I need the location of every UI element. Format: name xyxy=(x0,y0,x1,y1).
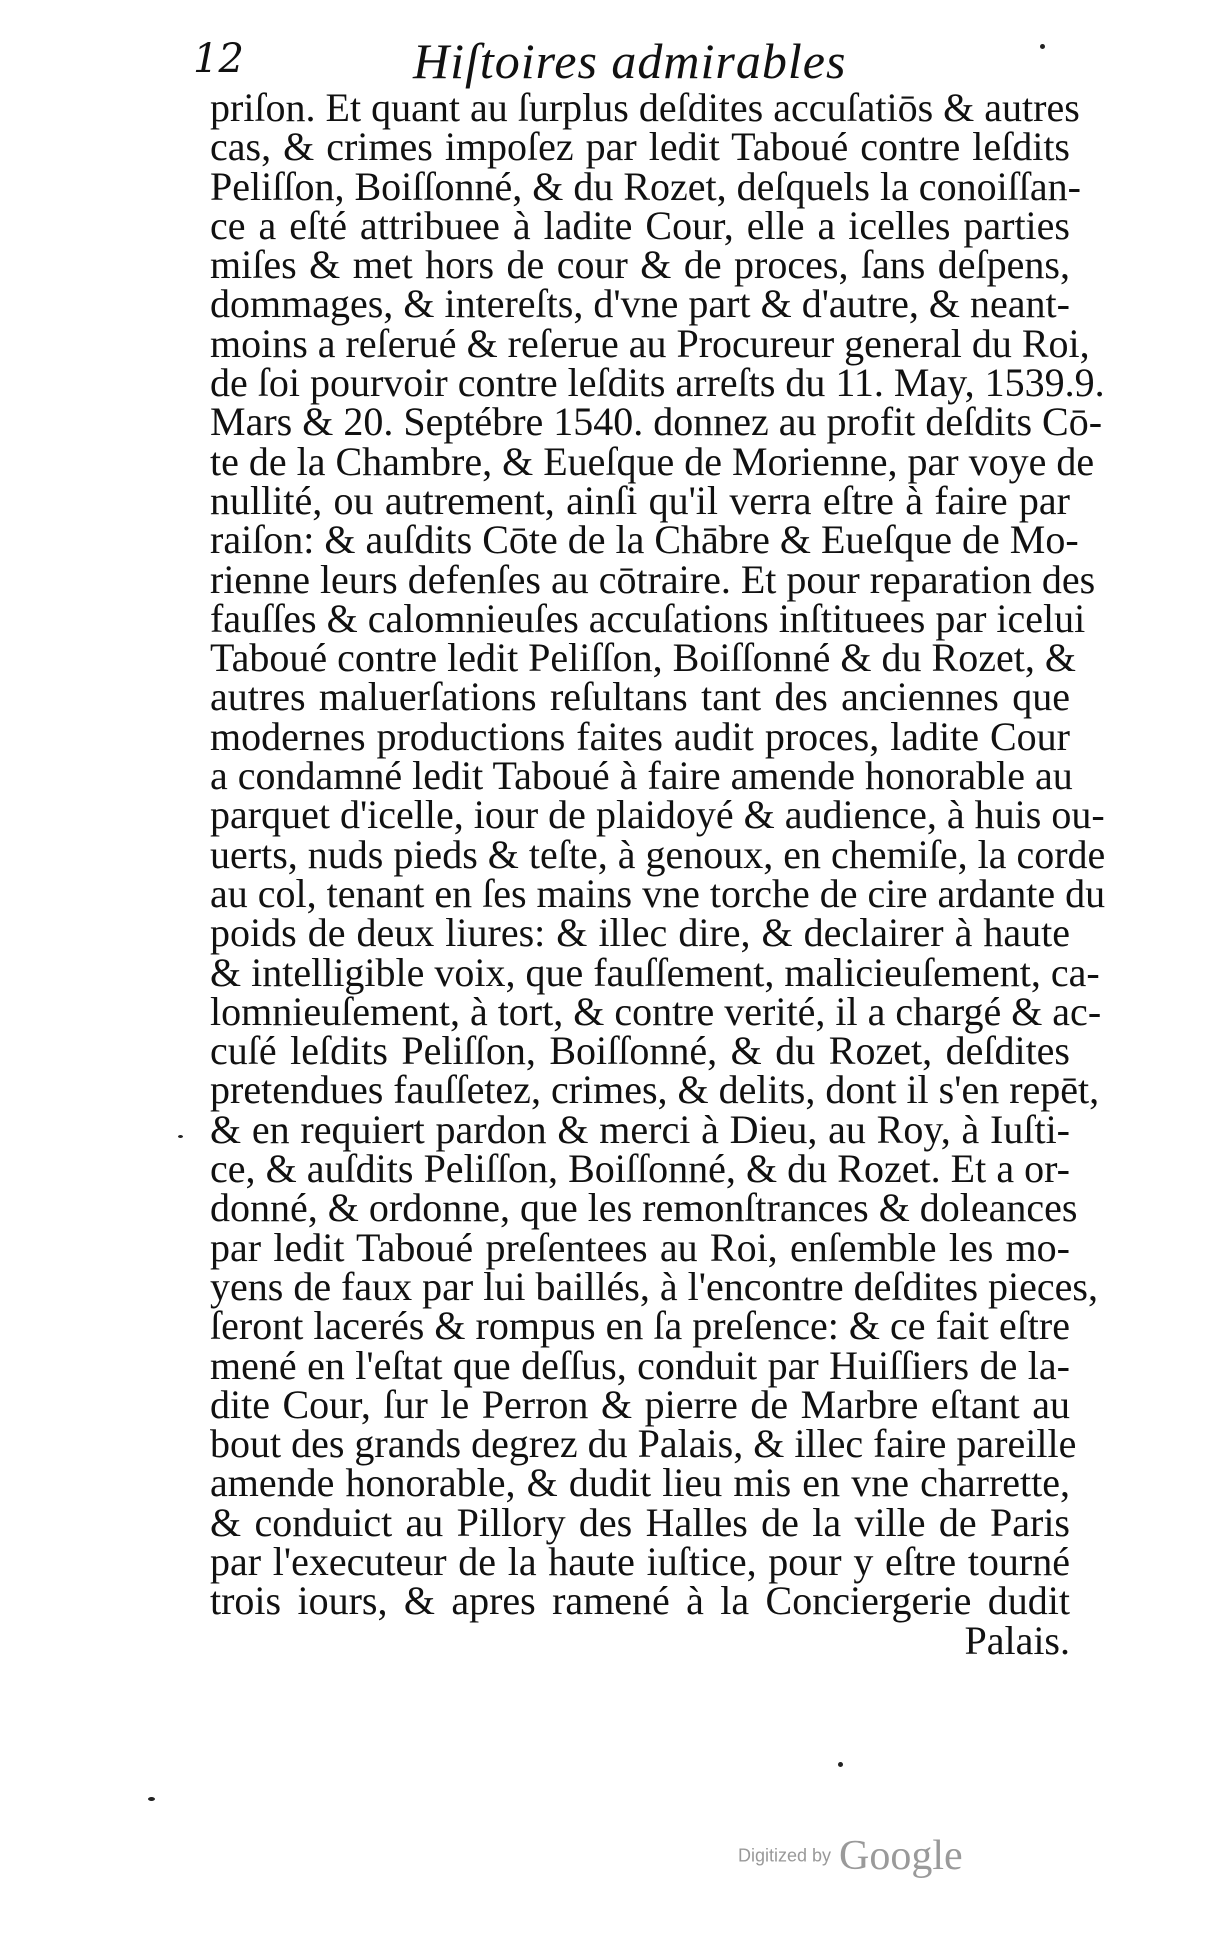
text-line: donné, & ordonne, que les remonſtrances & doleances xyxy=(210,1185,1078,1231)
text-line: nullité, ou autrement, ainſi qu'il verra eſtre à faire par xyxy=(210,477,1070,523)
text-line: au col, tenant en ſes mains vne torche de cire ardante du xyxy=(210,870,1106,916)
text-line: dommages, & intereſts, d'vne part & d'autre, & neant- xyxy=(210,281,1070,327)
text-line: lomnieuſement, à tort, & contre verité, il a chargé & ac- xyxy=(210,988,1102,1034)
text-line: priſon. Et quant au ſurplus deſdites accuſatiōs & autres xyxy=(210,85,1080,130)
text-line: Mars & 20. Septébre 1540. donnez au profit deſdits Cō- xyxy=(210,399,1103,445)
page-header xyxy=(193,30,1033,90)
running-title: Hiſtoires admirables xyxy=(413,33,847,89)
ink-speck xyxy=(148,1797,155,1801)
text-line: par ledit Taboué preſentees au Roi, enſemble les mo- xyxy=(210,1224,1070,1270)
text-line: rienne leurs defenſes au cōtraire. Et pour reparation des xyxy=(210,556,1096,602)
text-line: fauſſes & calomnieuſes accuſations inſtituees par icelui xyxy=(210,595,1086,641)
text-line: ce, & auſdits Peliſſon, Boiſſonné, & du Rozet. Et a or- xyxy=(210,1146,1070,1192)
text-line: & en requiert pardon & merci à Dieu, au Roy, à Iuſti- xyxy=(210,1106,1070,1152)
text-line: pretendues fauſſetez, crimes, & delits, dont il s'en repēt, xyxy=(210,1067,1100,1113)
text-line: ſeront lacerés & rompus en ſa preſence: & ce fait eſtre xyxy=(210,1303,1070,1349)
text-line: & conduict au Pillory des Halles de la ville de Paris xyxy=(210,1499,1070,1545)
text-line: bout des grands degrez du Palais, & illec faire pareille xyxy=(210,1421,1077,1467)
text-line: mené en l'eſtat que deſſus, conduit par Huiſſiers de la- xyxy=(210,1342,1070,1388)
google-logo: Google xyxy=(839,1833,963,1879)
text-line: Taboué contre ledit Peliſſon, Boiſſonné & du Rozet, & xyxy=(210,635,1076,681)
body-text xyxy=(210,85,1106,1663)
page-number: 12 xyxy=(193,36,244,82)
text-line: par l'executeur de la haute iuſtice, pour y eſtre tourné xyxy=(210,1538,1070,1584)
text-line: autres maluerſations reſultans tant des anciennes que xyxy=(210,674,1070,720)
text-line: moins a reſerué & reſerue au Procureur general du Roi, xyxy=(210,320,1090,366)
text-line: dite Cour, ſur le Perron & pierre de Marbre eſtant au xyxy=(210,1381,1070,1427)
ink-speck xyxy=(178,1135,183,1138)
text-line: yens de faux par lui baillés, à l'encontre deſdites pieces, xyxy=(210,1263,1098,1309)
text-line: Palais. xyxy=(964,1617,1070,1663)
text-line: miſes & met hors de cour & de proces, ſans deſpens, xyxy=(210,242,1070,288)
text-line: raiſon: & auſdits Cōte de la Chābre & Eueſque de Mo- xyxy=(210,517,1079,563)
text-line: modernes productions faites audit proces, ladite Cour xyxy=(210,713,1070,759)
text-line: a condamné ledit Taboué à faire amende honorable au xyxy=(210,753,1073,799)
text-line: cas, & crimes impoſez par ledit Taboué contre leſdits xyxy=(210,124,1070,170)
digitized-by-text: Digitized by xyxy=(738,1845,832,1866)
text-line: Peliſſon, Boiſſonné, & du Rozet, deſquels la conoiſſan- xyxy=(210,163,1081,209)
text-line: parquet d'icelle, iour de plaidoyé & audience, à huis ou- xyxy=(210,792,1105,838)
text-line: poids de deux liures: & illec dire, & declairer à haute xyxy=(210,910,1070,956)
text-line: uerts, nuds pieds & teſte, à genoux, en chemiſe, la corde xyxy=(210,831,1106,877)
text-line: & intelligible voix, que fauſſement, malicieuſement, ca- xyxy=(210,949,1100,995)
digitization-watermark xyxy=(738,1832,963,1880)
text-line: de ſoi pourvoir contre leſdits arreſts du 11. May, 1539.9. xyxy=(210,360,1105,406)
text-line: te de la Chambre, & Eueſque de Morienne, par voye de xyxy=(210,438,1095,484)
ink-speck xyxy=(838,1762,843,1767)
text-line: ce a eſté attribuee à ladite Cour, elle a icelles parties xyxy=(210,202,1070,248)
text-line: amende honorable, & dudit lieu mis en vne charrette, xyxy=(210,1460,1070,1506)
ink-speck xyxy=(1040,44,1045,49)
text-line: cuſé leſdits Peliſſon, Boiſſonné, & du Rozet, deſdites xyxy=(210,1028,1070,1074)
text-line: trois iours, & apres ramené à la Conciergerie dudit xyxy=(210,1578,1070,1624)
